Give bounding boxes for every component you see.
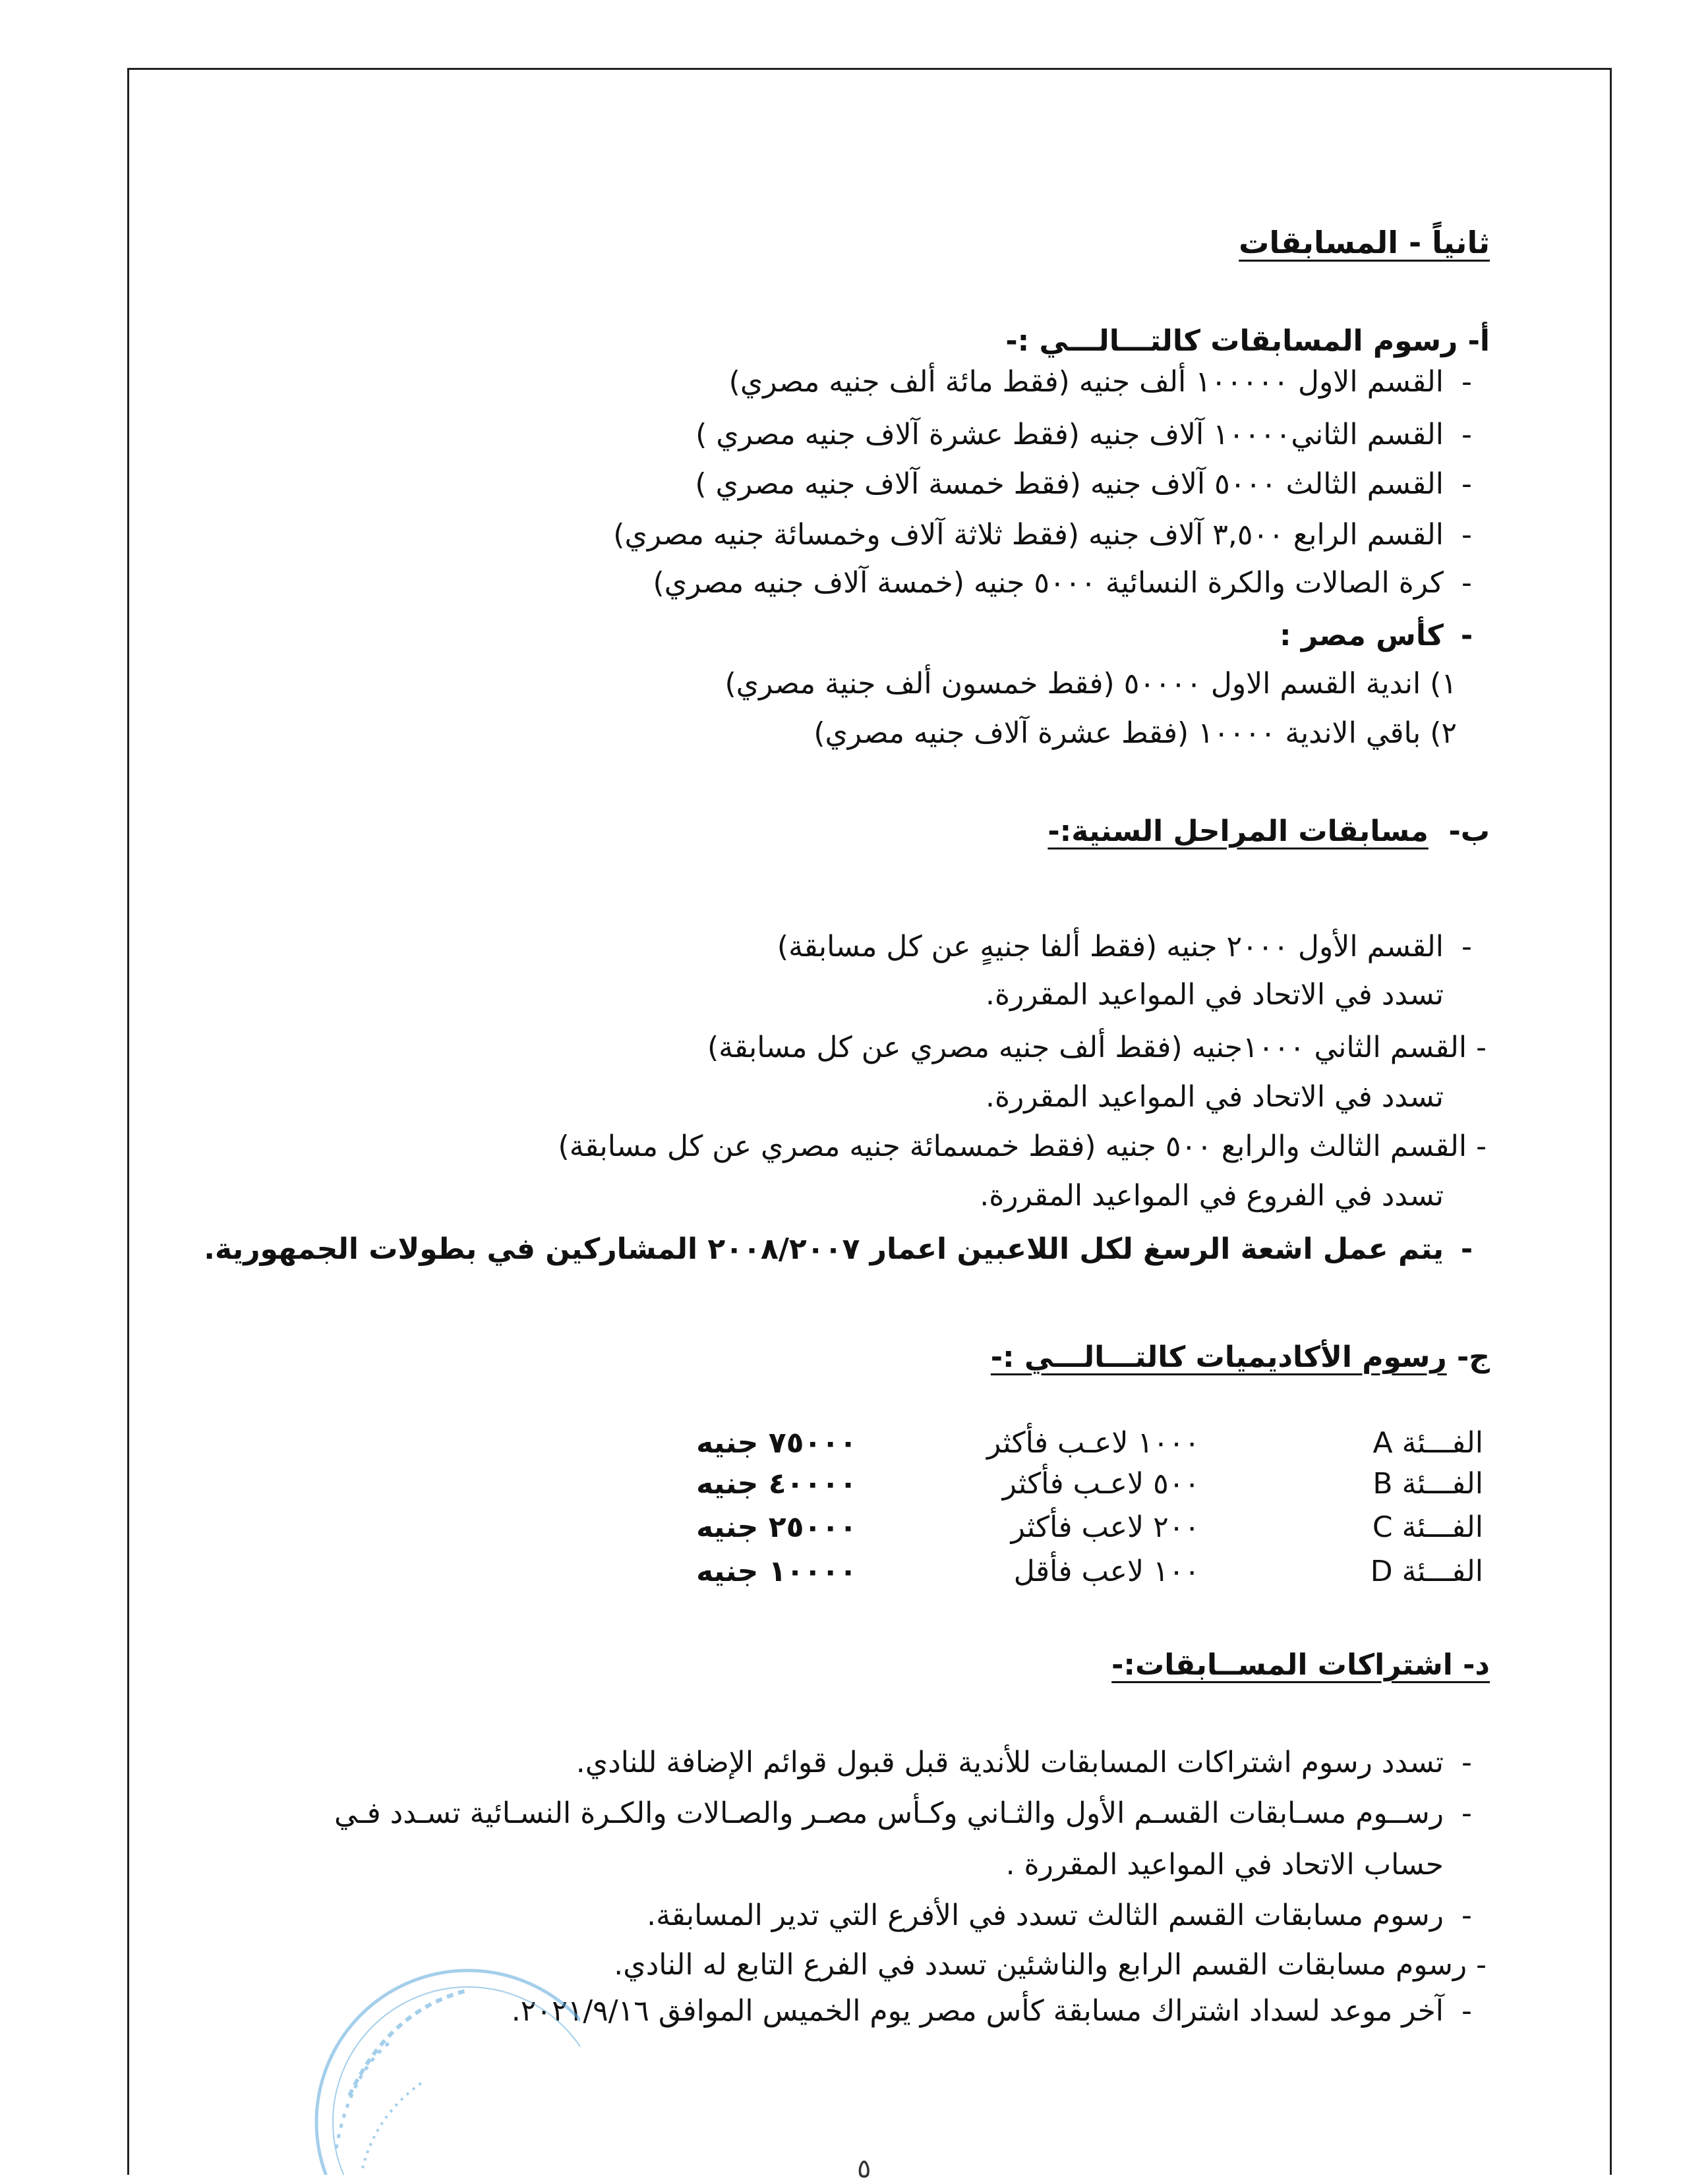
academy-players: ٥٠٠ لاعـب فأكثر <box>1002 1467 1200 1501</box>
cup-label: -كأس مصر : <box>1279 619 1473 652</box>
part-d-heading: د- اشتراكات المســابقات:- <box>1111 1648 1490 1682</box>
academy-fee: ٤٠٠٠٠ جنيه <box>696 1467 857 1501</box>
academy-category: الفـــئة D <box>1370 1555 1483 1588</box>
list-item: -القسم الثالث ٥٠٠٠ آلاف جنيه (فقط خمسة آلاف جنيه مصري ) <box>695 467 1472 501</box>
list-item: -رسوم مسابقات القسم الثالث تسدد في الأفرع التي تدير المسابقة. <box>647 1899 1472 1932</box>
section-title: ثانياً - المسابقات <box>1239 225 1490 260</box>
stamp-seal <box>290 1951 580 2175</box>
list-subline: تسدد في الاتحاد في المواعيد المقررة. <box>985 1080 1444 1114</box>
academy-fee: ١٠٠٠٠ جنيه <box>696 1555 857 1588</box>
cup-item: ١) اندية القسم الاول ٥٠٠٠٠ (فقط خمسون ألف جنية مصري) <box>724 667 1457 701</box>
academy-fee: ٢٥٠٠٠ جنيه <box>696 1510 857 1544</box>
academy-players: ١٠٠ لاعب فأقل <box>1013 1555 1200 1588</box>
academy-players: ١٠٠٠ لاعـب فأكثر <box>987 1426 1200 1460</box>
list-item: -القسم الاول ١٠٠٠٠٠ ألف جنيه (فقط مائة ألف جنيه مصري) <box>728 365 1472 399</box>
list-subline: تسدد في الاتحاد في المواعيد المقررة. <box>985 978 1444 1012</box>
list-item: - القسم الثاني ١٠٠٠جنيه (فقط ألف جنيه مصري عن كل مسابقة) <box>707 1031 1487 1064</box>
list-item: -كرة الصالات والكرة النسائية ٥٠٠٠ جنيه (خمسة آلاف جنيه مصري) <box>653 566 1472 600</box>
list-item: -رســوم مسـابقات القسـم الأول والثـاني وكـأس مصـر والصـالات والكـرة النسـائية تسـدد فـي <box>334 1796 1472 1830</box>
page-number: ٥ <box>857 2154 871 2184</box>
academy-players: ٢٠٠ لاعب فأكثر <box>1011 1510 1200 1544</box>
academy-category: الفـــئة C <box>1372 1510 1483 1544</box>
list-item: - القسم الثالث والرابع ٥٠٠ جنيه (فقط خمسمائة جنيه مصري عن كل مسابقة) <box>558 1130 1487 1163</box>
xray-note: -يتم عمل اشعة الرسغ لكل اللاعبين اعمار ٢٠٠٨/٢٠٠٧ المشاركين في بطولات الجمهورية. <box>204 1232 1473 1266</box>
list-item: -القسم الأول ٢٠٠٠ جنيه (فقط ألفا جنيهٍ عن كل مسابقة) <box>777 930 1472 963</box>
list-item: -تسدد رسوم اشتراكات المسابقات للأندية قبل قبول قوائم الإضافة للنادي. <box>575 1746 1472 1779</box>
part-a-heading: أ- رسوم المسابقات كالتـــالـــي :- <box>1005 324 1490 358</box>
list-item: -القسم الثاني١٠٠٠٠ آلاف جنيه (فقط عشرة آلاف جنيه مصري ) <box>695 418 1472 451</box>
cup-item: ٢) باقي الاندية ١٠٠٠٠ (فقط عشرة آلاف جنيه مصري) <box>813 716 1457 750</box>
list-subline: تسدد في الفروع في المواعيد المقررة. <box>980 1179 1444 1213</box>
academy-fee: ٧٥٠٠٠ جنيه <box>696 1426 857 1460</box>
academy-category: الفـــئة A <box>1372 1426 1483 1460</box>
part-c-heading: ج- رسوم الأكاديميات كالتـــالـــي :- <box>990 1340 1490 1374</box>
list-subline: حساب الاتحاد في المواعيد المقررة . <box>1005 1848 1444 1882</box>
list-item: - رسوم مسابقات القسم الرابع والناشئين تسدد في الفرع التابع له النادي. <box>614 1948 1487 1982</box>
part-b-heading: ب- مسابقات المراحل السنية:- <box>1047 815 1490 848</box>
list-item: -القسم الرابع ٣,٥٠٠ آلاف جنيه (فقط ثلاثة آلاف وخمسائة جنيه مصري) <box>613 518 1472 552</box>
academy-category: الفـــئة B <box>1372 1467 1483 1501</box>
list-item: -آخر موعد لسداد اشتراك مسابقة كأس مصر يوم الخميس الموافق ٢٠٢١/٩/١٦. <box>511 1994 1472 2028</box>
